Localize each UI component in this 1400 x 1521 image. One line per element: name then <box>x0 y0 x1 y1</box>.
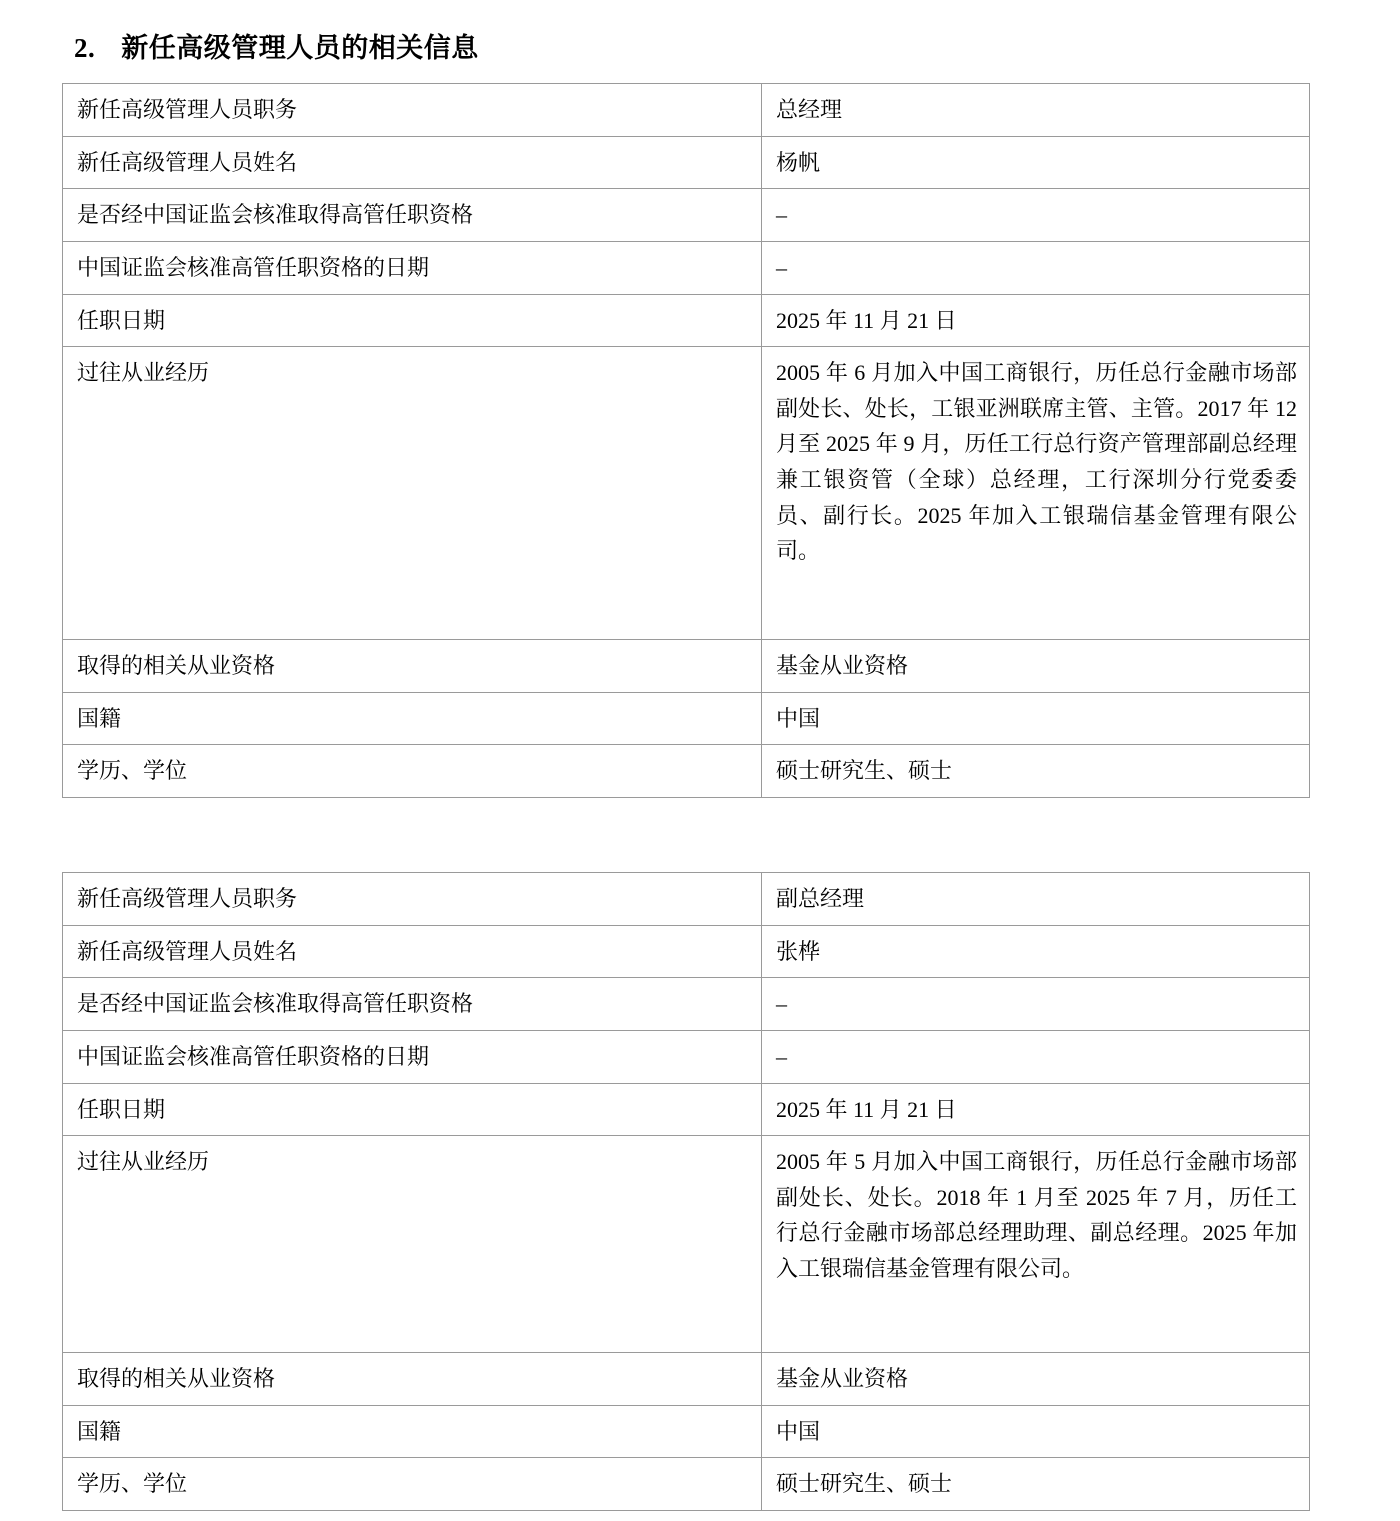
table-row <box>63 873 1310 926</box>
row-value: 中国 <box>762 1405 1310 1458</box>
row-value: – <box>762 978 1310 1031</box>
row-label: 学历、学位 <box>63 1458 762 1511</box>
table-row <box>63 294 1310 347</box>
row-label: 过往从业经历 <box>63 347 762 640</box>
row-value: 2005 年 5 月加入中国工商银行，历任总行金融市场部副处长、处长。2018 年 1 月至 2025 年 7 月，历任工行总行金融市场部总经理助理、副总经理。2025 年加入工银瑞信基金管理有限公司。 <box>762 1136 1310 1353</box>
row-label: 是否经中国证监会核准取得高管任职资格 <box>63 189 762 242</box>
section-title: 新任高级管理人员的相关信息 <box>121 33 479 63</box>
row-label: 中国证监会核准高管任职资格的日期 <box>63 1030 762 1083</box>
row-value: 张桦 <box>762 925 1310 978</box>
table-row <box>63 1405 1310 1458</box>
row-value: 2005 年 6 月加入中国工商银行，历任总行金融市场部副处长、处长，工银亚洲联席主管、主管。2017 年 12 月至 2025 年 9 月，历任工行总行资产管理部副总经理兼工银资管（全球）总经理，工行深圳分行党委委员、副行长。2025 年加入工银瑞信基金管理有限公司。 <box>762 347 1310 640</box>
row-value: 基金从业资格 <box>762 640 1310 693</box>
row-value: 基金从业资格 <box>762 1353 1310 1406</box>
row-label: 新任高级管理人员姓名 <box>63 136 762 189</box>
table-row <box>63 745 1310 798</box>
table-row <box>63 241 1310 294</box>
table-row <box>63 692 1310 745</box>
table-row <box>63 925 1310 978</box>
table-row <box>63 978 1310 1031</box>
table-row <box>63 1030 1310 1083</box>
executive-info-table-2 <box>62 872 1310 1511</box>
table-row <box>63 136 1310 189</box>
row-label: 学历、学位 <box>63 745 762 798</box>
row-value: 硕士研究生、硕士 <box>762 1458 1310 1511</box>
row-label: 国籍 <box>63 1405 762 1458</box>
executive-info-table-1 <box>62 83 1310 798</box>
row-value: 中国 <box>762 692 1310 745</box>
table-row <box>63 1458 1310 1511</box>
row-label: 新任高级管理人员职务 <box>63 873 762 926</box>
table-row <box>63 189 1310 242</box>
row-label: 中国证监会核准高管任职资格的日期 <box>63 241 762 294</box>
row-value: 2025 年 11 月 21 日 <box>762 294 1310 347</box>
section-number: 2. <box>74 33 96 63</box>
table-row <box>63 1353 1310 1406</box>
table-row <box>63 1136 1310 1353</box>
table-row <box>63 84 1310 137</box>
row-label: 任职日期 <box>63 294 762 347</box>
page-title <box>74 26 1270 65</box>
row-value: 副总经理 <box>762 873 1310 926</box>
row-label: 新任高级管理人员职务 <box>63 84 762 137</box>
row-label: 取得的相关从业资格 <box>63 1353 762 1406</box>
row-value: 总经理 <box>762 84 1310 137</box>
table-separator <box>62 798 1270 872</box>
table-row <box>63 640 1310 693</box>
row-label: 取得的相关从业资格 <box>63 640 762 693</box>
row-label: 任职日期 <box>63 1083 762 1136</box>
row-value: – <box>762 1030 1310 1083</box>
row-label: 过往从业经历 <box>63 1136 762 1353</box>
row-value: – <box>762 189 1310 242</box>
row-value: 硕士研究生、硕士 <box>762 745 1310 798</box>
row-value: 杨帆 <box>762 136 1310 189</box>
row-label: 是否经中国证监会核准取得高管任职资格 <box>63 978 762 1031</box>
row-value: – <box>762 241 1310 294</box>
row-value: 2025 年 11 月 21 日 <box>762 1083 1310 1136</box>
table-row <box>63 1083 1310 1136</box>
table-row <box>63 347 1310 640</box>
row-label: 新任高级管理人员姓名 <box>63 925 762 978</box>
row-label: 国籍 <box>63 692 762 745</box>
